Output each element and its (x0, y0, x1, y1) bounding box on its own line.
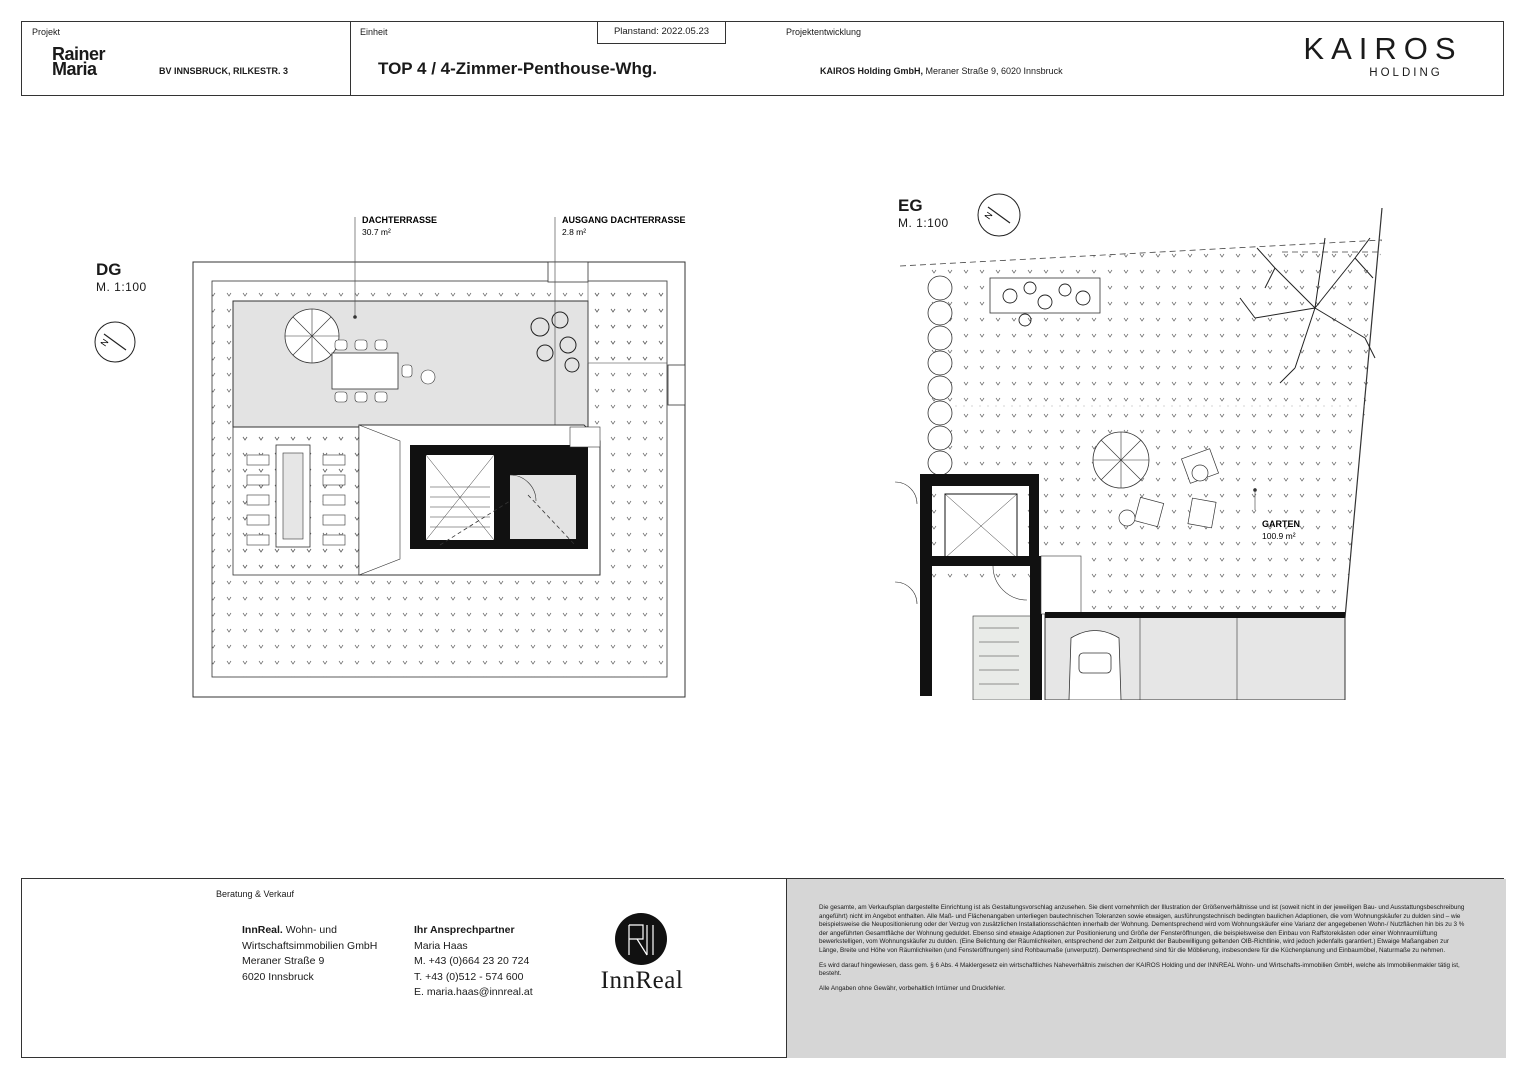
contact-email[interactable]: E. maria.haas@innreal.at (414, 986, 533, 998)
entwicklung-info (820, 66, 1063, 76)
title-block (21, 21, 1504, 96)
dg-level: DG (96, 260, 122, 279)
projekt-label: Projekt (32, 27, 61, 37)
dg-label (96, 260, 147, 294)
kairos-logo: KAIROS HOLDING (1303, 31, 1463, 79)
entwicklung-address: Meraner Straße 9, 6020 Innsbruck (923, 66, 1063, 76)
disclaimer-panel (786, 879, 1506, 1058)
beratung-label: Beratung & Verkauf (216, 889, 295, 899)
contact-mobile: M. +43 (0)664 23 20 724 (414, 955, 530, 967)
dg-room-1-area: 30.7 m² (362, 227, 391, 237)
disclaimer-paragraph-2: Es wird darauf hingewiesen, dass gem. § 6 Abs. 4 Maklergesetz ein wirtschaftliches Naheverhältnis zwischen der KAIROS Holding und der INNREAL Wohn- und Wirtschafts-immobilien GmbH, welche als Immobilienmakler tätig ist, besteht. (819, 961, 1460, 978)
projekt-logo: Rainer Maria (52, 44, 106, 79)
company-bold: InnReal. (242, 924, 283, 936)
entwicklung-company: KAIROS Holding GmbH, (820, 66, 923, 76)
company-street: Meraner Straße 9 (242, 955, 325, 967)
disclaimer-paragraph-3: Alle Angaben ohne Gewähr, vorbehaltlich Irrtümer und Druckfehler. (819, 984, 1006, 992)
projekt-name: BV INNSBRUCK, RILKESTR. 3 (159, 66, 289, 76)
dg-room-1-name: DACHTERRASSE (362, 215, 438, 225)
eg-level: EG (898, 196, 923, 215)
innreal-logo-text: InnReal (600, 967, 684, 994)
company-address (242, 923, 377, 985)
eg-room-1-name: GARTEN (1262, 519, 1300, 529)
entwicklung-label: Projektentwicklung (786, 27, 862, 37)
contact-heading: Ihr Ansprechpartner (414, 924, 515, 936)
einheit-title: TOP 4 / 4-Zimmer-Penthouse-Whg. (378, 59, 657, 78)
company-city: 6020 Innsbruck (242, 970, 314, 983)
svg-text:N: N (98, 337, 111, 349)
floor-plan-eg (895, 198, 1395, 700)
dg-scale: M. 1:100 (96, 280, 147, 294)
company-rest: Wohn- und (282, 924, 337, 936)
einheit-label: Einheit (360, 27, 388, 37)
contact-name: Maria Haas (414, 939, 468, 952)
innreal-logo-icon (613, 911, 669, 967)
eg-room-1-area: 100.9 m² (1262, 531, 1296, 541)
floor-plan-dg (190, 205, 690, 700)
planstand: Planstand: 2022.05.23 (613, 26, 710, 37)
dg-room-2-name: AUSGANG DACHTERRASSE (562, 215, 686, 225)
contact-block (414, 923, 533, 1001)
footer-block (21, 878, 1504, 1058)
north-arrow-icon (93, 320, 137, 364)
dg-room-2-area: 2.8 m² (562, 227, 587, 237)
planstand-box (597, 22, 726, 44)
svg-text:N: N (982, 210, 995, 222)
disclaimer-paragraph-1: Die gesamte, am Verkaufsplan dargestellte Einrichtung ist als Gestaltungsvorschlag anzusehen. Sie dient vornehmlich der Illustration der Größenverhältnisse und ist (soweit nicht in der jeweiligen Bau- und Ausstattungsbeschreibung angeführt) nicht im Angebot enthalten. Alle Maß- und Flächenangaben unterliegen bautechnischen Toleranzen sowie etwaigen, ausführungstechnisch bedingten baulichen Adaptionen, die vom Wohnungskäufer zu dulden sind – wie beispielsweise die Neupositionierung oder der Verzug von zusätzlichen Installationsschächten innerhalb der Wohnung. Dementsprechend wird vom Wohnungskäufer eine Varianz der angegebenen Wohn-/ Nutzflächen hin bis zu 3 % der angeführten Gesamtfläche der Wohnung geduldet. Ebenso sind etwaige Adaptionen zur Positionierung und Größe der Fensteröffnungen, die beispielsweise den Einbau von Raffstorekästen oder einer Wohnraumlüftung bewerkstelligen, vom Wohnungskäufer zu dulden. (Eine Belichtung der Räumlichkeiten, entsprechend der zum Zeitpunkt der Baubewilligung geltenden OIB-Richtlinie, wird jedoch jedenfalls garantiert.) Etwaige Maßangaben zur Länge, Breite und Höhe von Räumlichkeiten (und Fensteröffnungen) sind Rohbaumaße (unverputzt). Dementsprechend sind für die Möblierung, insbesondere für die Küchenplanung und Einbaumöbel, Naturmaße zu nehmen. (819, 904, 1465, 954)
company-line2: Wirtschaftsimmobilien GmbH (242, 939, 378, 952)
eg-scale: M. 1:100 (898, 216, 949, 230)
contact-phone: T. +43 (0)512 - 574 600 (414, 970, 524, 983)
divider (350, 22, 351, 95)
